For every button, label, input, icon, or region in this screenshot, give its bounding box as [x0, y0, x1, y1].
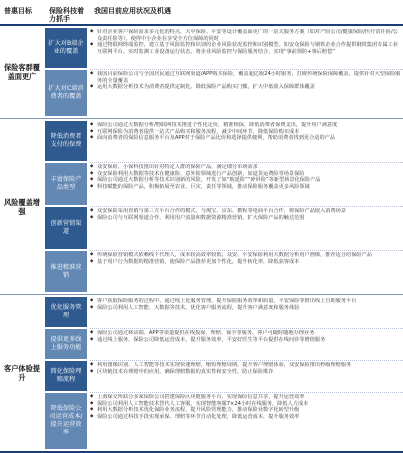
- content-cell: [90, 208, 401, 249]
- bullet-text: ◆ 通过物联网终端监控，建立基于风险监控和识别的企业风险状况监控和识别模型。如安众保险与钢铁企业合作提供钢铁集团专属工业互联网平台，实时监测工业设备运行状态，将企业风险监控与保险服务结合，实现“事前预防+事后赔偿”: [90, 42, 401, 55]
- bullet-text: ◆ 众安保险、小保科技推出针对特定人群的保险产品，满足细分市场需求: [90, 164, 401, 171]
- bullet-text: ◆ 运用大数据分析技术为消费者提供定制化、降低保险产品购买门槛，扩大中低收入保障群体覆盖: [90, 84, 401, 91]
- bullet-text: ◆ 我国目前保险公司与全国居民通过互联网渠道/APP购买保险，覆盖超亿级24小时服务，打破传统保险保障覆盖，提供针对大型保险服务的全量覆盖: [90, 71, 401, 84]
- sub-category: 降低保险公司运营成本/提升运营效率: [45, 393, 87, 449]
- row-divider: [90, 250, 403, 251]
- content-cell: [90, 394, 401, 449]
- bullet-text: ◆ 客户获取保险服务的过程中，通过线上化服务管理，提升保险服务效率和质量，平安保险等推出线上自助服务平台: [90, 298, 401, 305]
- bullet-text: ◆ 科技赋能的保险产品，积极拓展至农业、巨灾、责任等领域，推动保险服务覆盖更多风险领域: [90, 184, 401, 191]
- sub-category: 简化保险理赔流程: [45, 361, 87, 391]
- bullet-text: ◆ 通过线上服务，保险公司降低运营成本，提升服务效率，平安好医生等平台提供在线问诊等增值服务: [90, 337, 401, 344]
- sub-category: 扩大对B端企业的覆盖: [45, 28, 87, 68]
- row-divider: [90, 392, 403, 393]
- bullet-text: ◆ 保险公司利用人工智能技术替代人工客服，实现智能客服7×24小时在线服务，降低人力成本: [90, 401, 401, 408]
- table-header: [0, 0, 403, 24]
- sub-category: 丰富保险产品类型: [45, 163, 87, 205]
- bullet-text: ◆ 保险公司通过移动端、APP等渠道提供在线投保、理赔、保全等服务，客户可随时随地办理业务: [90, 330, 401, 337]
- bullet-text: ◆ 众安保险利用大数据等技术在健康险、意外险领域进行产品创新，如退货运费险等场景保险: [90, 171, 401, 178]
- content-cell: [90, 330, 401, 359]
- sub-category: 降低消费者支付的保费: [45, 121, 87, 161]
- bullet-text: ◆ 上海保交所联合多家保险公司搭建保险区块链服务平台，实现保险信息共享，提升运营效率: [90, 394, 401, 401]
- content-cell: [90, 298, 401, 327]
- group-label: 保险客群覆盖面更广: [4, 63, 40, 81]
- bullet-text: ◆ 利用大数据分析技术优化保险业务流程，提升风险管理能力，推动保险业数字化转型升级: [90, 407, 401, 414]
- bullet-text: ◆ 众安保险采用直销与第三方平台合作的模式，与淘宝、京东、携程等电商平台合作，将保险产品嵌入消费场景: [90, 208, 401, 215]
- bullet-text: ◆ 保险公司利用人工智能、大数据等技术，优化客户服务流程，提升客户满意度和服务体验: [90, 305, 401, 312]
- header-rule: [0, 24, 403, 26]
- content-cell: [90, 71, 401, 116]
- row-divider: [90, 206, 403, 207]
- row-divider: [90, 69, 403, 70]
- bullet-text: ◆ 基于用户行为数据的精准营销，使保险产品推荐更加个性化，提升转化率，降低获客成本: [90, 259, 401, 266]
- content-cell: [90, 164, 401, 205]
- bullet-text: ◆ 保险公司与互联网渠道合作，利用用户流量和数据资源精准营销，扩大保险产品的触达范围: [90, 215, 401, 222]
- sub-category: 扩大对C端消费者的覆盖: [45, 70, 87, 116]
- sub-category: 推进精准营销: [45, 251, 87, 292]
- sub-category: 优化服务管理: [45, 297, 87, 327]
- bullet-text: ◆ 针对企业客户保险需求多元化的特点，大中保险、平安等设计覆盖面更广的一站式服务方案（如对产险公司/健康保险/医疗责任险/公众责任险等），使得中小企业在享受全方位保障的同时: [90, 29, 401, 42]
- row-divider: [90, 162, 403, 163]
- bullet-text: ◆ 传统保险营销模式依赖线下代理人，成本较高效率较低；众安、平安保险利用大数据分析用户画像，推荐适合的保险产品: [90, 252, 401, 259]
- group-divider: [0, 118, 403, 119]
- sub-category: 提供更多线上服务功能: [45, 329, 87, 359]
- content-cell: [90, 252, 401, 292]
- bullet-text: ◆ 保险公司通过科技手段实现承保、理赔等环节自动化处理，降低运营成本，提升服务效率: [90, 414, 401, 421]
- group-label: 客户体验提升: [4, 364, 40, 382]
- content-cell: [90, 29, 401, 68]
- bullet-text: ◆ 区块链技术在理赔中的应用，确保理赔数据的真实性和安全性，防止保险欺诈: [90, 369, 401, 376]
- bullet-text: ◆ 面向消费者的保险信息服务平台及APP对于保险产品比价和选择提供便利，帮助消费者找到更合适的产品: [90, 135, 401, 142]
- content-cell: [90, 122, 401, 161]
- bullet-text: ◆ 互联网保险为消费者提供一站式产品购买和服务流程，减少中间环节，降低保险购买成本: [90, 129, 401, 136]
- bullet-text: ◆ 利用图像识别、人工智能等技术实现快速理赔，缩短理赔周期，提升客户理赔体验，众安保险推出秒级理赔服务: [90, 362, 401, 369]
- header-inclusive-goal: 普惠目标: [4, 7, 32, 15]
- row-divider: [90, 328, 403, 329]
- bullet-text: ◆ 保险公司通过大数据分析/物联网技术推进个性化定价，精准核保，降低消费者保费支出，提升用户满意度: [90, 122, 401, 129]
- row-divider: [90, 360, 403, 361]
- header-insurtech-lever: 保险科技着力抓手: [49, 7, 84, 23]
- sub-category: 创新营销渠道: [45, 207, 87, 249]
- group-divider: [0, 294, 403, 295]
- header-status-opportunity: 我国目前应用状况及机遇: [94, 7, 171, 15]
- bullet-text: ◆ 保险公司通过大数据分析等技术识别新的风险，开发了如“航延险”“碎屏险”等新型场景化保险产品: [90, 177, 401, 184]
- group-label: 风险覆盖增强: [4, 197, 40, 216]
- content-cell: [90, 362, 401, 391]
